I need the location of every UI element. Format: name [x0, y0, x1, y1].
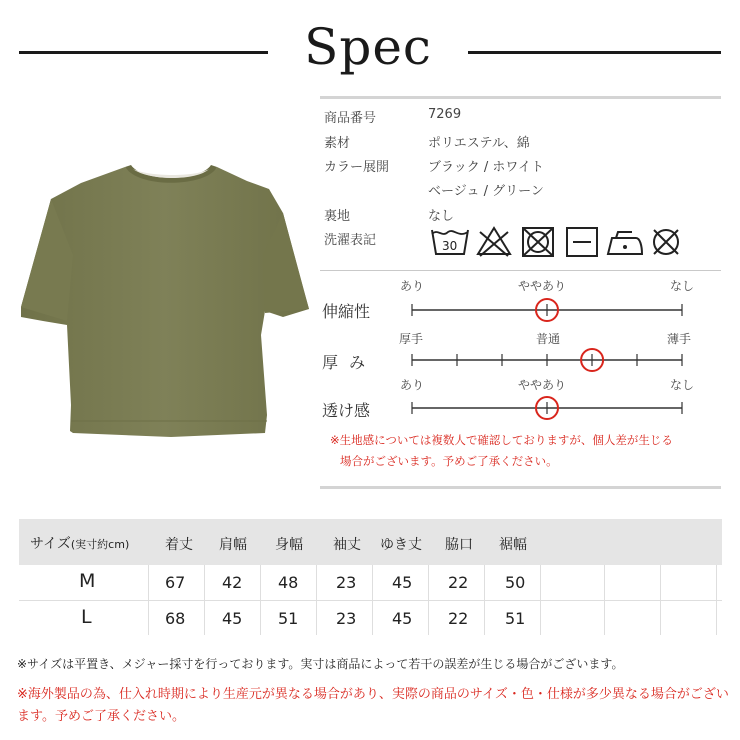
- col-header-length: 着丈: [165, 537, 193, 553]
- fabric-note-line-2: 場合がございます。予めご了承ください。: [340, 454, 558, 468]
- sheer-label-mid: ややあり: [518, 378, 567, 392]
- overseas-product-note: ※海外製品の為、仕入れ時期により生産元が異なる場合があり、実際の商品のサイズ・色・仕様が多少異なる場合がございます。予めご了承ください。: [17, 687, 729, 724]
- size-l-chest: 51: [278, 609, 299, 628]
- size-m-chest: 48: [278, 573, 299, 592]
- size-header: [30, 533, 129, 553]
- size-m-length: 67: [165, 573, 186, 592]
- spec-label-lining: 裏地: [324, 209, 351, 224]
- size-table: [19, 519, 722, 635]
- spec-value-material: ポリエステル、綿: [428, 136, 530, 151]
- no-bleach-icon: [478, 228, 510, 256]
- sheer-label-left: あり: [400, 378, 425, 392]
- spec-label-item-number: 商品番号: [324, 111, 377, 126]
- wash-temp: 30: [442, 239, 458, 253]
- size-header-label: サイズ: [30, 536, 71, 552]
- thickness-title: 厚 み: [322, 353, 369, 372]
- size-l-armhole: 22: [448, 609, 469, 628]
- sheer-title: 透け感: [322, 401, 371, 420]
- size-l-sleeve: 23: [336, 609, 357, 628]
- thickness-label-mid: 普通: [536, 332, 561, 346]
- stretch-scale: [405, 298, 695, 322]
- fabric-note-line-1: ※生地感については複数人で確認しておりますが、個人差が生じる: [330, 433, 673, 447]
- row-divider: [19, 600, 722, 601]
- title-rule-left: [19, 51, 268, 54]
- measurement-note: ※サイズは平置き、メジャー採寸を行っております。実寸は商品によって若干の誤差が生じる場合がございます。: [17, 657, 624, 671]
- col-header-chest: 身幅: [275, 537, 303, 553]
- size-m-label: M: [79, 570, 96, 592]
- spec-value-colors-1: ブラック / ホワイト: [428, 160, 544, 175]
- thickness-scale: [405, 348, 695, 372]
- stretch-label-right: なし: [670, 279, 695, 293]
- spec-value-lining: なし: [428, 209, 455, 224]
- stretch-title: 伸縮性: [322, 302, 371, 321]
- spec-mid-rule: [320, 270, 721, 271]
- col-header-yuki: ゆき丈: [380, 537, 422, 553]
- tshirt-image: [21, 95, 309, 487]
- spec-label-colors: カラー展開: [324, 160, 390, 175]
- size-l-length: 68: [165, 609, 186, 628]
- spec-label-care: 洗濯表記: [324, 233, 377, 248]
- dry-flat-icon: [567, 228, 597, 256]
- col-header-armhole: 脇口: [445, 537, 473, 553]
- size-header-note: (実寸約cm): [70, 538, 130, 551]
- product-photo: [21, 95, 309, 487]
- thickness-label-right: 薄手: [667, 332, 692, 346]
- spec-value-item-number: 7269: [428, 107, 462, 122]
- spec-value-colors-2: ベージュ / グリーン: [428, 184, 544, 199]
- thickness-label-left: 厚手: [399, 332, 424, 346]
- page-title: Spec: [304, 18, 432, 76]
- size-m-shoulder: 42: [222, 573, 243, 592]
- size-l-yuki: 45: [392, 609, 413, 628]
- fabric-note: [330, 430, 720, 472]
- col-header-sleeve: 袖丈: [333, 537, 361, 553]
- title-rule-right: [468, 51, 721, 54]
- size-m-yuki: 45: [392, 573, 413, 592]
- iron-low-icon: [608, 232, 642, 254]
- size-m-armhole: 22: [448, 573, 469, 592]
- care-icons: [430, 224, 680, 260]
- stretch-label-left: あり: [400, 279, 425, 293]
- col-header-shoulder: 肩幅: [219, 537, 247, 553]
- size-m-hem: 50: [505, 573, 526, 592]
- no-tumble-dry-icon: [523, 228, 553, 256]
- spec-label-material: 素材: [324, 136, 351, 151]
- size-l-shoulder: 45: [222, 609, 243, 628]
- size-m-sleeve: 23: [336, 573, 357, 592]
- no-dry-clean-icon: [654, 230, 678, 254]
- size-l-hem: 51: [505, 609, 526, 628]
- sheer-label-right: なし: [670, 378, 695, 392]
- size-l-label: L: [81, 606, 92, 628]
- spec-top-rule: [320, 96, 721, 99]
- sheer-scale: [405, 396, 695, 420]
- col-header-hem: 裾幅: [499, 537, 527, 553]
- wash-30-icon: [432, 230, 468, 254]
- spec-bottom-rule: [320, 486, 721, 489]
- stretch-label-mid: ややあり: [518, 279, 567, 293]
